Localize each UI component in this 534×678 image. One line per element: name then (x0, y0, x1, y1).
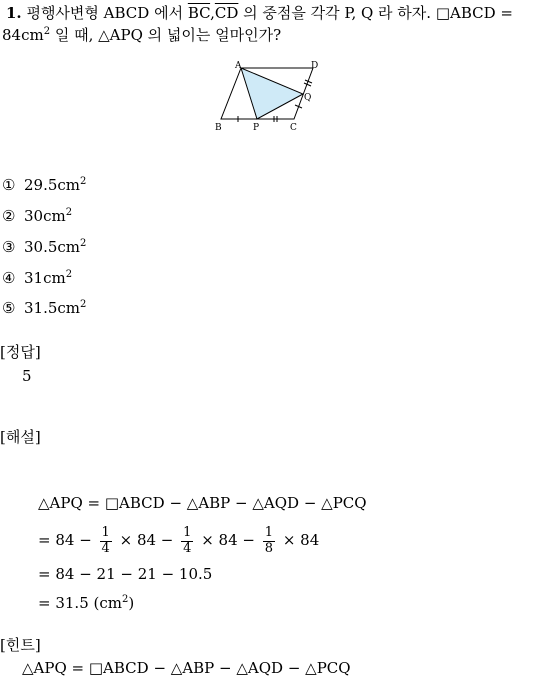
question-text-1a: 평행사변형 ABCD 에서 (26, 4, 188, 22)
frac1-den: 4 (101, 540, 110, 556)
explanation-heading: [해설] (0, 428, 41, 446)
expl2-b: × 84 − (119, 531, 174, 549)
option-2-number: ② (2, 207, 16, 225)
option-5-number: ⑤ (2, 299, 16, 317)
area-value: 84cm (2, 26, 44, 44)
question-line-2 (2, 24, 281, 45)
explanation-line-1: △APQ = □ABCD − △ABP − △AQD − △PCQ (38, 494, 367, 512)
option-4[interactable] (2, 269, 72, 287)
frac1-num: 1 (101, 524, 110, 540)
option-2-value: 30cm (24, 207, 66, 225)
option-2-exp: 2 (65, 207, 73, 218)
frac2-den: 4 (183, 540, 192, 556)
question-text-1b: 의 중점을 각각 P, Q 라 하자. □ABCD = (238, 4, 513, 22)
option-4-exp: 2 (65, 269, 73, 280)
option-1-value: 29.5cm (24, 176, 81, 194)
hint-heading: [힌트] (0, 636, 41, 654)
segment-cd: $\overline{CD}$ (214, 4, 239, 22)
option-3-number: ③ (2, 238, 16, 256)
option-1[interactable] (2, 176, 86, 194)
label-c: C (290, 123, 297, 133)
comma: , (210, 4, 215, 22)
option-2[interactable] (2, 207, 72, 225)
explanation-line-2 (38, 522, 319, 558)
option-3[interactable] (2, 238, 86, 256)
fraction-1-4-b (181, 526, 193, 557)
question-number: 1. (6, 4, 22, 22)
option-5-exp: 2 (80, 299, 87, 310)
label-b: B (215, 123, 222, 133)
frac3-den: 8 (264, 540, 274, 556)
parallelogram-figure (210, 58, 320, 136)
label-p: P (253, 123, 260, 133)
label-d: D (311, 61, 319, 71)
option-4-value: 31cm (24, 269, 66, 287)
question-line-1 (6, 2, 513, 23)
question-text-2: 일 때, △APQ 의 넓이는 얼마인가? (50, 26, 282, 44)
expl4-exp: 2 (121, 594, 129, 605)
fraction-1-8 (263, 526, 275, 557)
option-5-value: 31.5cm (24, 299, 81, 317)
option-1-number: ① (2, 176, 16, 194)
triangle-apq (241, 68, 303, 119)
option-1-exp: 2 (80, 176, 87, 187)
explanation-line-4 (38, 594, 134, 612)
frac3-num: 1 (264, 524, 274, 540)
expl2-c: × 84 − (201, 531, 255, 549)
explanation-line-3: = 84 − 21 − 21 − 10.5 (38, 565, 213, 583)
answer-value: 5 (22, 367, 32, 385)
option-4-number: ④ (2, 269, 16, 287)
area-unit-exp: 2 (43, 26, 51, 37)
expl2-a: = 84 − (38, 531, 92, 549)
expl4-post: ) (128, 594, 135, 612)
option-3-value: 30.5cm (24, 238, 81, 256)
frac2-num: 1 (183, 524, 192, 540)
hint-line: △APQ = □ABCD − △ABP − △AQD − △PCQ (22, 659, 351, 677)
label-q: Q (304, 93, 312, 103)
option-5[interactable] (2, 299, 86, 317)
label-a: A (235, 61, 242, 71)
fraction-1-4-a (100, 526, 112, 557)
segment-bc: $\overline{BC}$ (187, 4, 211, 22)
option-3-exp: 2 (80, 238, 87, 249)
answer-heading: [정답] (0, 343, 41, 361)
expl2-d: × 84 (282, 531, 320, 549)
expl4-pre: = 31.5 (cm (38, 594, 122, 612)
